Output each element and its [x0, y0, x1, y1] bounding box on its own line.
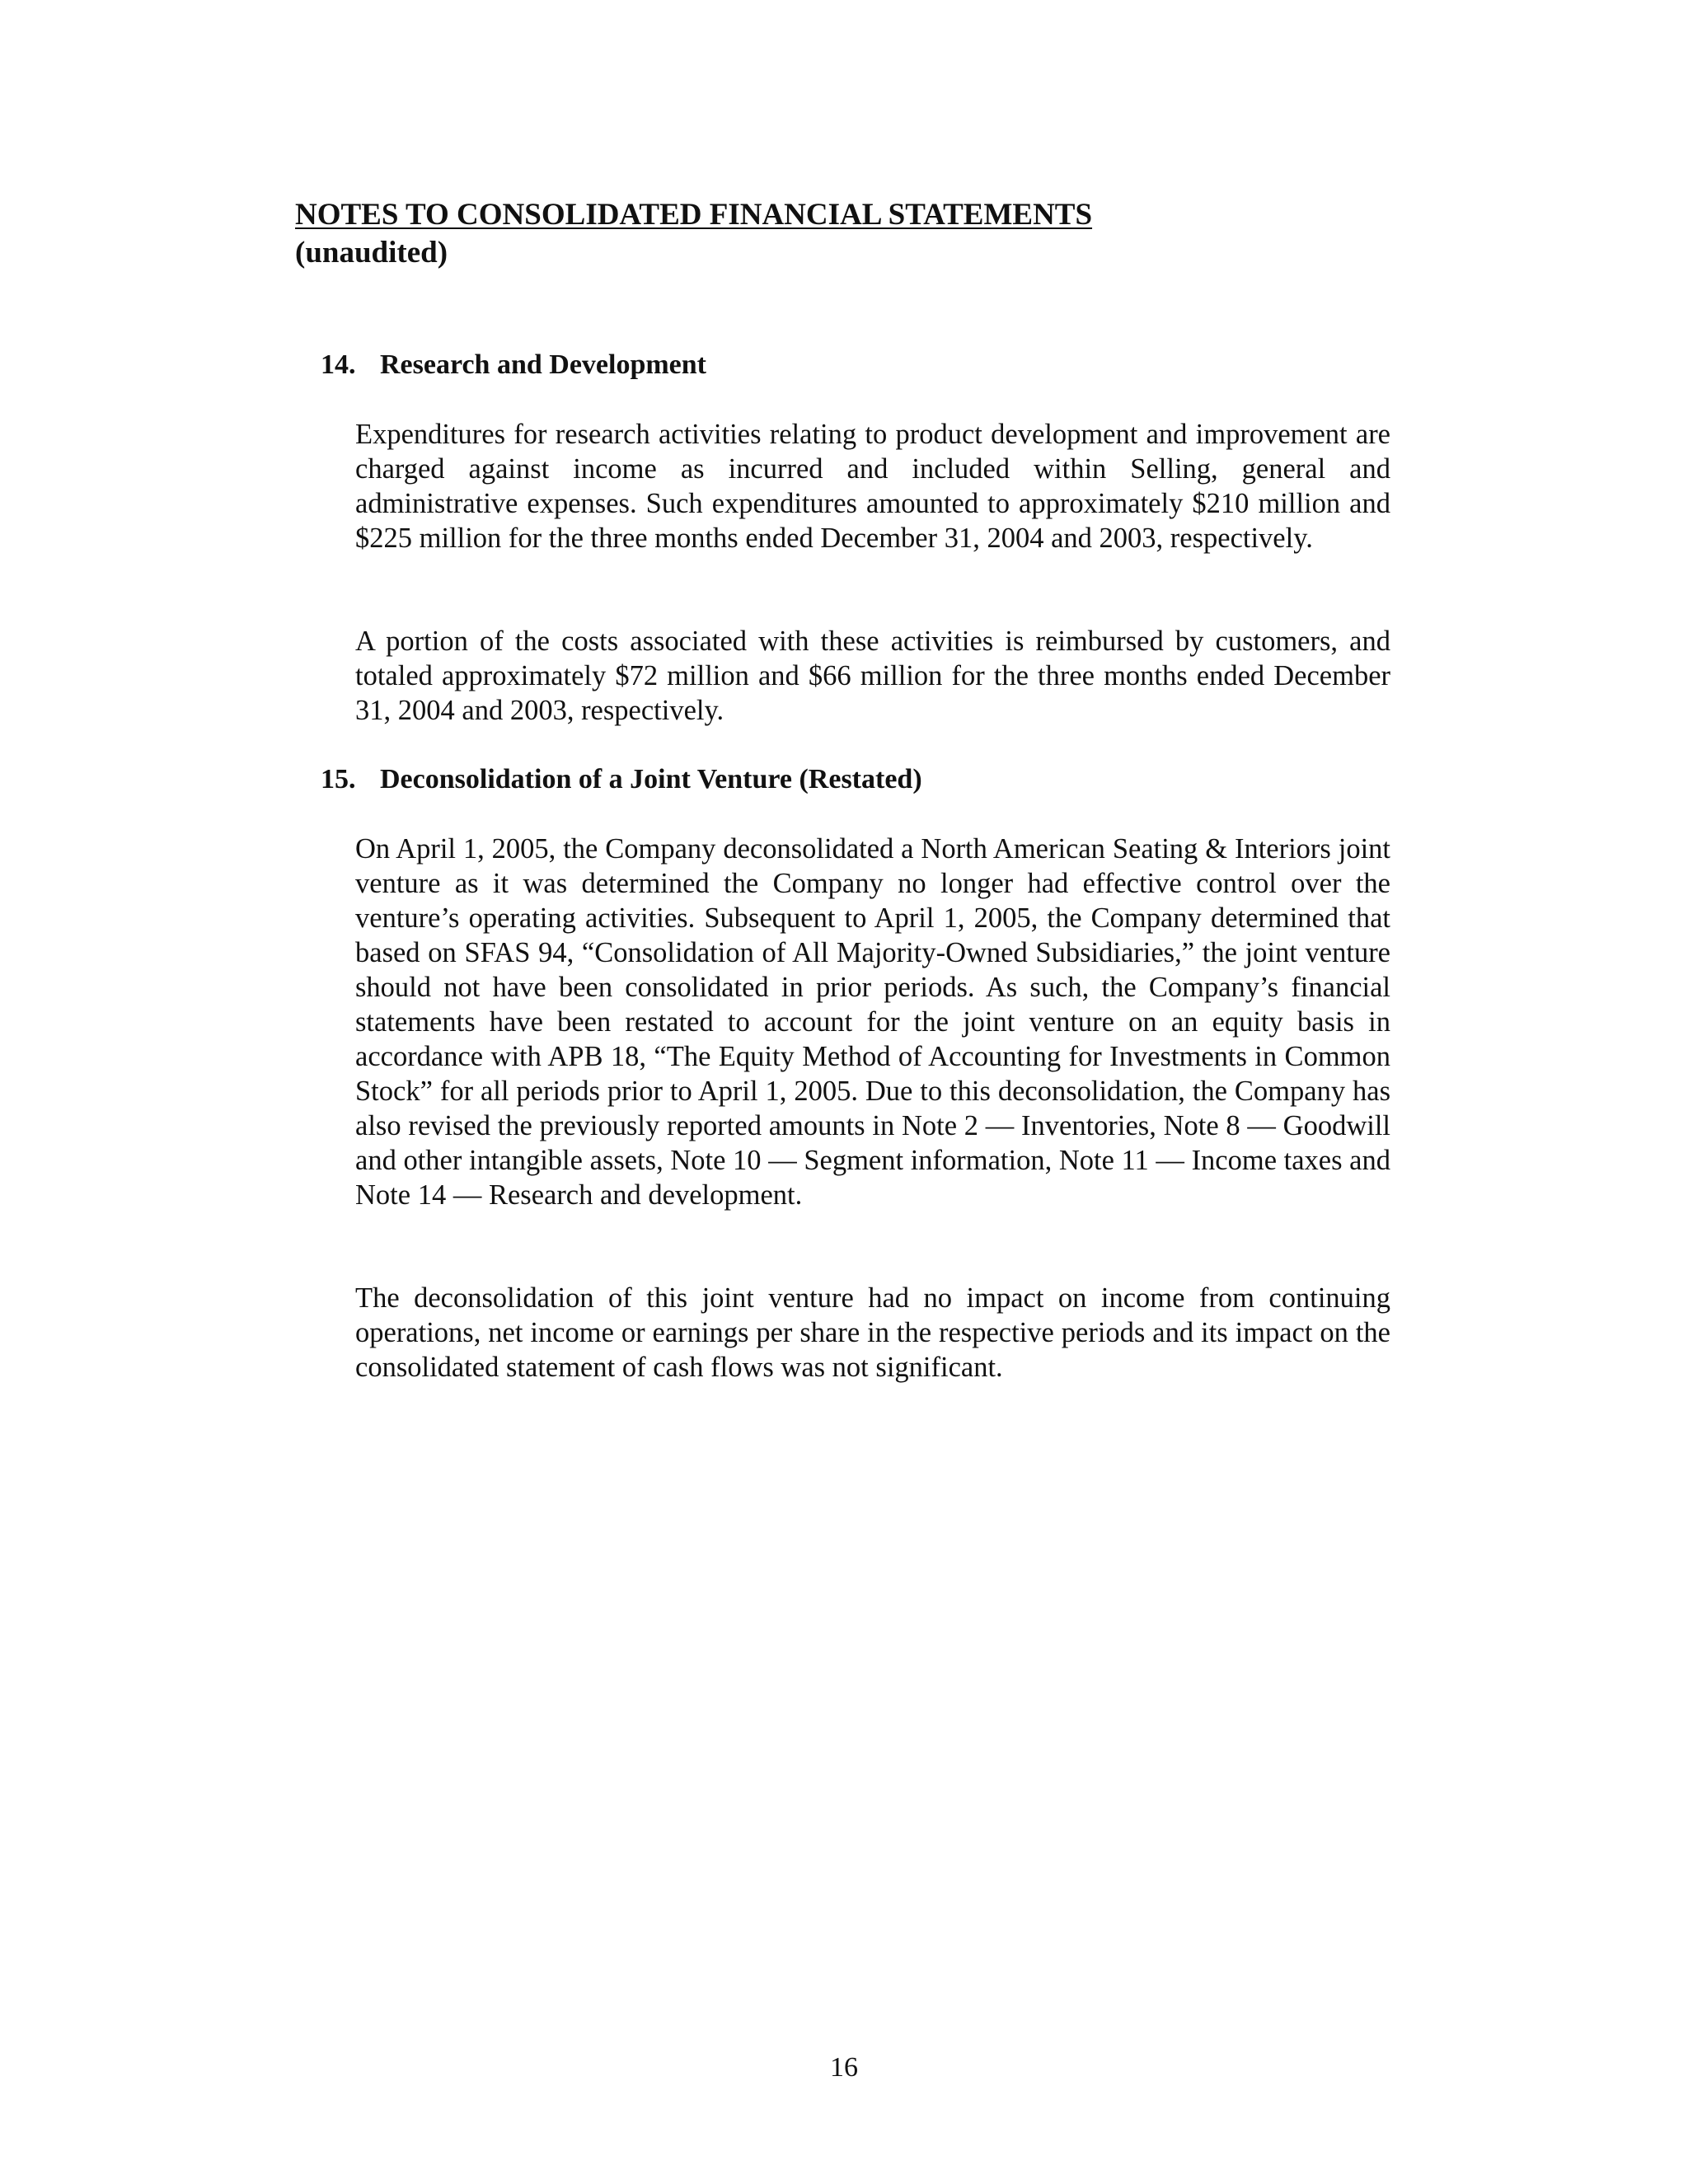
- page-header: [295, 196, 1092, 272]
- section-number: 15.: [321, 764, 356, 794]
- paragraph-rd-reimbursement: A portion of the costs associated with these activities is reimbursed by customers, and totaled approximately $72 million and $66 million for the three months ended December 31, 2004 and 2003, respectively.: [355, 626, 1390, 726]
- section-number: 14.: [321, 349, 356, 380]
- paragraph-deconsolidation: On April 1, 2005, the Company deconsolidated a North American Seating & Interiors joint venture as it was determined the Company no longer had effective control over the venture’s operating activities. Subsequent to April 1, 2005, the Company determined that based on SFAS 94, “Consolidation of All Majority-Owned Subsidiaries,” the joint venture should not have been consolidated in prior periods. As such, the Company’s financial statements have been restated to account for the joint venture on an equity basis in accordance with APB 18, “The Equity Method of Accounting for Investments in Common Stock” for all periods prior to April 1, 2005. Due to this deconsolidation, the Company has also revised the previously reported amounts in Note 2 — Inventories, Note 8 — Goodwill and other intangible assets, Note 10 — Segment information, Note 11 — Income taxes and Note 14 — Research and development.: [355, 833, 1390, 1211]
- paragraph-rd-expenditures: Expenditures for research activities relating to product development and improvement are charged against income as incurred and included within Selling, general and administrative expenses. Such expenditures amounted to approximately $210 million and $225 million for the three months ended December 31, 2004 and 2003, respectively.: [355, 419, 1390, 554]
- page-title: NOTES TO CONSOLIDATED FINANCIAL STATEMENTS: [295, 198, 1093, 232]
- paragraph-deconsolidation-impact: The deconsolidation of this joint venture had no impact on income from continuing operations, net income or earnings per share in the respective periods and its impact on the consolidated statement of cash flows was not significant.: [355, 1282, 1390, 1383]
- section-heading-15: [321, 762, 922, 797]
- page-number: 16: [830, 2052, 858, 2083]
- page-subtitle: (unaudited): [295, 236, 448, 269]
- section-title: Deconsolidation of a Joint Venture (Restated): [380, 764, 922, 794]
- section-heading-14: [321, 348, 706, 382]
- section-title: Research and Development: [380, 349, 706, 380]
